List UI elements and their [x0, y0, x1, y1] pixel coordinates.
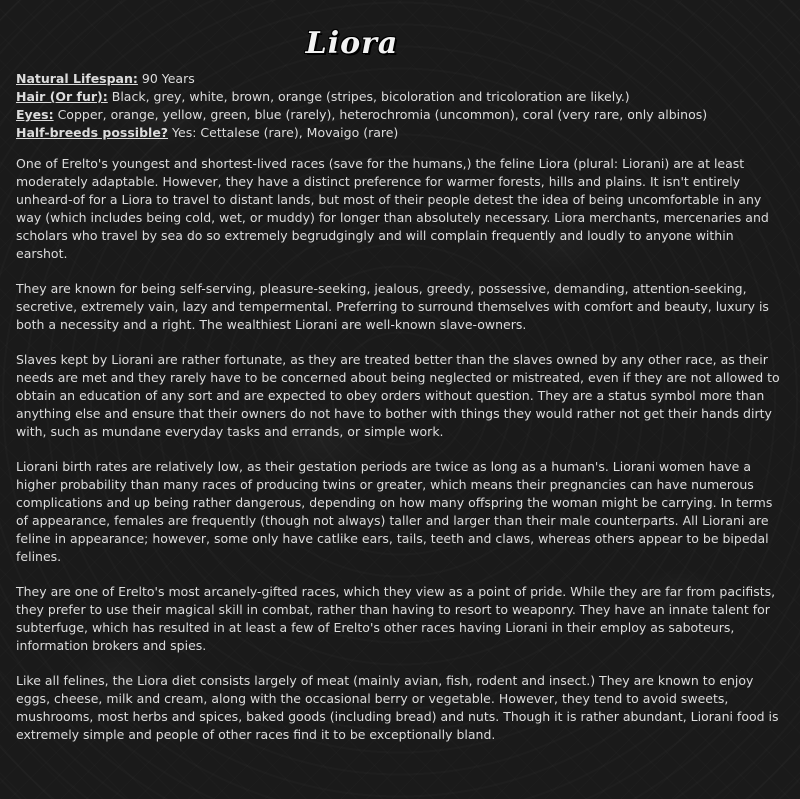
fact-label: Half-breeds possible?	[16, 125, 169, 140]
fact-eyes	[16, 106, 788, 124]
fact-label: Hair (Or fur):	[16, 89, 108, 104]
fact-half-breeds	[16, 124, 788, 142]
page-title: Liora	[305, 26, 399, 61]
paragraph-reproduction: Liorani birth rates are relatively low, as their gestation periods are twice as long as a human's. Liorani women have a higher probability than many races of producing twins or greater, which means their pregnancies can have numerous complications and up being rather dangerous, depending on how many offspring the woman might be carrying. In terms of appearance, females are frequently (though not always) taller and larger than their male counterparts. All Liorani are feline in appearance; however, some only have catlike ears, tails, teeth and claws, whereas others appear to be bipedal felines.	[16, 459, 773, 564]
paragraph-diet: Like all felines, the Liora diet consists largely of meat (mainly avian, fish, rodent and insect.) They are known to enjoy eggs, cheese, milk and cream, along with the occasional berry or vegetable. However, they tend to avoid sweets, mushrooms, most herbs and spices, baked goods (including bread) and nuts. Though it is rather abundant, Liorani food is extremely simple and people of other races find it to be exceptionally bland.	[16, 673, 779, 742]
fact-label: Eyes:	[16, 107, 54, 122]
paragraph-slaves: Slaves kept by Liorani are rather fortunate, as they are treated better than the slaves owned by any other race, as their needs are met and they rarely have to be concerned about being neglected or mistreated, even if they are not allowed to obtain an education of any sort and are expected to obey orders without question. They are a status symbol more than anything else and ensure that their owners do not have to bother with things they would rather not get their hands dirty with, such as mundane everyday tasks and errands, or simple work.	[16, 352, 780, 439]
paragraph-magic: They are one of Erelto's most arcanely-gifted races, which they view as a point of pride. While they are far from pacifists, they prefer to use their magical skill in combat, rather than having to resort to weaponry. They have an innate talent for subterfuge, which has resulted in at least a few of Erelto's other races having Liorani in their employ as saboteurs, information brokers and spies.	[16, 584, 776, 653]
fact-lifespan	[16, 70, 788, 88]
fact-label: Natural Lifespan:	[16, 71, 138, 86]
fact-hair	[16, 88, 788, 106]
document-page	[16, 22, 788, 761]
fact-value: Copper, orange, yellow, green, blue (rarely), heterochromia (uncommon), coral (very rare, only albinos)	[53, 107, 708, 122]
fact-value: Yes: Cettalese (rare), Movaigo (rare)	[168, 125, 399, 140]
paragraph-habitat: One of Erelto's youngest and shortest-lived races (save for the humans,) the feline Liora (plural: Liorani) are at least moderately adaptable. However, they have a distinct preference for warmer forests, hills and plains. It isn't entirely unheard-of for a Liora to travel to distant lands, but most of their people detest the idea of being uncomfortable in any way (which includes being cold, wet, or muddy) for longer than absolutely necessary. Liora merchants, mercenaries and scholars who travel by sea do so extremely begrudgingly and will complain frequently and loudly to anyone within earshot.	[16, 156, 769, 261]
fact-value: Black, grey, white, brown, orange (stripes, bicoloration and tricoloration are likely.)	[107, 89, 630, 104]
fact-value: 90 Years	[137, 71, 195, 86]
paragraph-personality: They are known for being self-serving, pleasure-seeking, jealous, greedy, possessive, demanding, attention-seeking, secretive, extremely vain, lazy and tempermental. Preferring to surround themselves with comfort and beauty, luxury is both a necessity and a right. The wealthiest Liorani are well-known slave-owners.	[16, 281, 769, 332]
quick-facts	[16, 70, 788, 142]
